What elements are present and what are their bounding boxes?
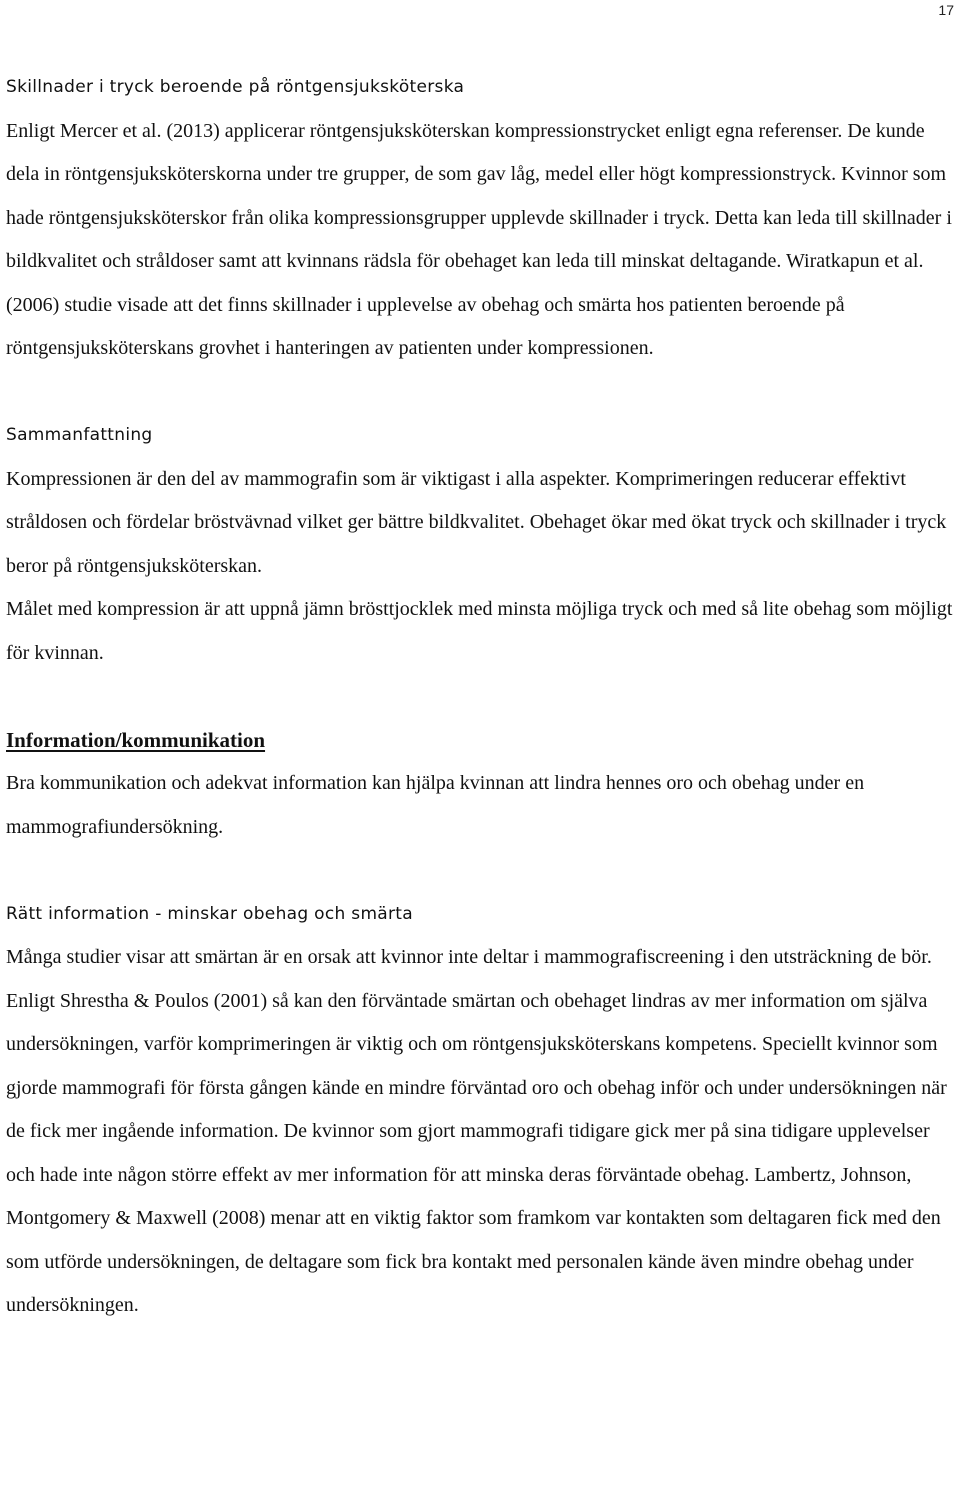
section-heading: Information/kommunikation: [6, 727, 266, 752]
section-paragraph: Många studier visar att smärtan är en orsak att kvinnor inte deltar i mammografiscreening i den utsträckning de bör. Enligt Shrestha & Poulos (2001) så kan den förväntade smärtan och obehaget lindras av mer information om själva undersökningen, varför komprimeringen är viktig och om röntgensjuksköterskans kompetens. Speciellt kvinnor som gjorde mammografi för första gången kände en mindre förväntad oro och obehag inför och under undersökningen när de fick mer ingående information. De kvinnor som gjort mammografi tidigare gick mer på sina tidigare upplevelser och hade inte någon större effekt av mer information för att minska deras förväntade obehag. Lambertz, Johnson, Montgomery & Maxwell (2008) menar att en viktig faktor som framkom var kontakten som deltagaren fick med den som utförde undersökningen, de deltagare som fick bra kontakt med personalen kände även mindre obehag under undersökningen.: [6, 946, 947, 1316]
page-number: 17: [938, 2, 954, 18]
section-heading: Sammanfattning: [6, 425, 153, 445]
document-body: [6, 66, 954, 1328]
spacer: [6, 371, 954, 415]
section-information-kommunikation: [6, 719, 954, 850]
section-heading: Skillnader i tryck beroende på röntgensjuksköterska: [6, 77, 465, 97]
section-paragraph: Enligt Mercer et al. (2013) applicerar röntgensjuksköterskan kompressionstrycket enligt egna referenser. De kunde dela in röntgensjuksköterskorna under tre grupper, de som gav låg, medel eller högt kompressionstryck. Kvinnor som hade röntgensjuksköterskor från olika kompressionsgrupper upplevde skillnader i tryck. Detta kan leda till skillnader i bildkvalitet och stråldoser samt att kvinnans rädsla för obehaget kan leda till minskat deltagande. Wiratkapun et al. (2006) studie visade att det finns skillnader i upplevelse av obehag och smärta hos patienten beroende på röntgensjuksköterskans grovhet i hanteringen av patienten under kompressionen.: [6, 119, 952, 359]
spacer: [6, 675, 954, 719]
section-heading: Rätt information - minskar obehag och smärta: [6, 903, 413, 924]
section-skillnader-i-tryck: [6, 66, 954, 371]
section-ratt-information: [6, 893, 954, 1328]
section-paragraph: Kompressionen är den del av mammografin som är viktigast i alla aspekter. Komprimeringen reducerar effektivt stråldosen och fördelar bröstvävnad vilket ger bättre bildkvalitet. Obehaget ökar med ökat tryck och skillnader i tryck beror på röntgensjuksköterskan.: [6, 467, 947, 577]
spacer: [6, 849, 954, 893]
section-paragraph: Bra kommunikation och adekvat information kan hjälpa kvinnan att lindra hennes oro och obehag under en mammografiundersökning.: [6, 772, 865, 838]
section-paragraph: Målet med kompression är att uppnå jämn brösttjocklek med minsta möjliga tryck och med så lite obehag som möjligt för kvinnan.: [6, 598, 953, 664]
section-sammanfattning: [6, 414, 954, 675]
